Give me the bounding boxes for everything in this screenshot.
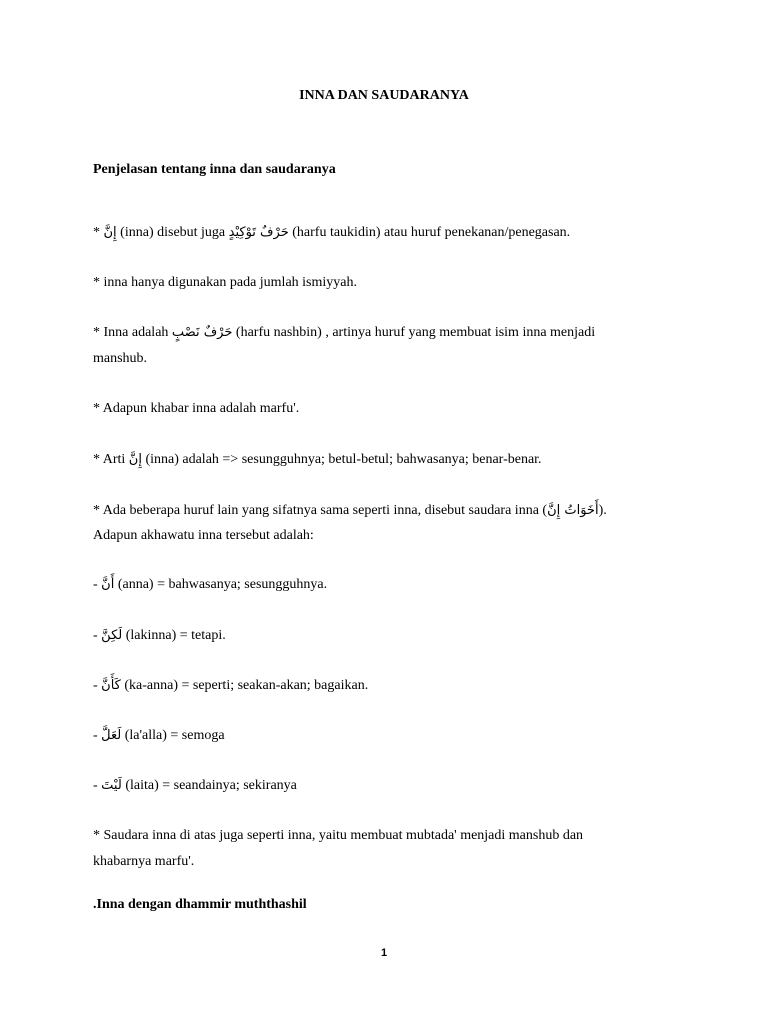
paragraph-inna-definition: * إِنَّ (inna) disebut juga حَرْفٌ تَوْكِيْدٍ (harfu taukidin) atau huruf penekanan/penegasan. [93,225,571,240]
paragraph-saudara-function-cont: khabarnya marfu'. [93,854,195,869]
arabic-text: أَنَّ [101,577,115,592]
arabic-text: لَكِنَّ [101,628,123,643]
arabic-text: إِنَّ [103,225,117,240]
arabic-text: كَأَنَّ [101,678,121,693]
section-heading: Penjelasan tentang inna dan saudaranya [93,162,336,177]
arabic-text: أَخَوَاتُ إِنَّ [547,503,599,518]
paragraph-saudara-function: * Saudara inna di atas juga seperti inna, yaitu membuat mubtada' menjadi manshub dan [93,828,584,843]
paragraph-saudara-inna-cont: Adapun akhawatu inna tersebut adalah: [93,528,314,543]
list-item: - لَيْتَ (laita) = seandainya; sekiranya [93,778,297,793]
paragraph-harfu-nashbin: * Inna adalah حَرْفٌ نَصْبٍ (harfu nashbin) , artinya huruf yang membuat isim inna menjadi [93,325,596,340]
paragraph-harfu-nashbin-cont: manshub. [93,351,148,366]
paragraph-saudara-inna: * Ada beberapa huruf lain yang sifatnya sama seperti inna, disebut saudara inna (أَخَوَاتُ إِنَّ). [93,503,607,518]
paragraph-arti-inna: * Arti إِنَّ (inna) adalah => sesungguhnya; betul-betul; bahwasanya; benar-benar. [93,452,542,467]
list-item: - لَكِنَّ (lakinna) = tetapi. [93,628,226,643]
arabic-text: حَرْفٌ نَصْبٍ [171,325,233,340]
list-item: - لَعَلَّ (la'alla) = semoga [93,728,225,743]
paragraph-jumlah-ismiyyah: * inna hanya digunakan pada jumlah ismiyyah. [93,275,357,290]
paragraph-khabar: * Adapun khabar inna adalah marfu'. [93,401,300,416]
arabic-text: لَيْتَ [101,778,122,793]
list-item: - كَأَنَّ (ka-anna) = seperti; seakan-akan; bagaikan. [93,678,369,693]
page-number: 1 [380,947,388,959]
document-title: INNA DAN SAUDARANYA [299,88,469,103]
arabic-text: حَرْفٌ تَوْكِيْدٍ [228,225,289,240]
section-heading-dhammir: .Inna dengan dhammir muththashil [93,897,307,912]
list-item: - أَنَّ (anna) = bahwasanya; sesungguhnya. [93,577,328,592]
arabic-text: إِنَّ [128,452,142,467]
arabic-text: لَعَلَّ [101,728,122,743]
